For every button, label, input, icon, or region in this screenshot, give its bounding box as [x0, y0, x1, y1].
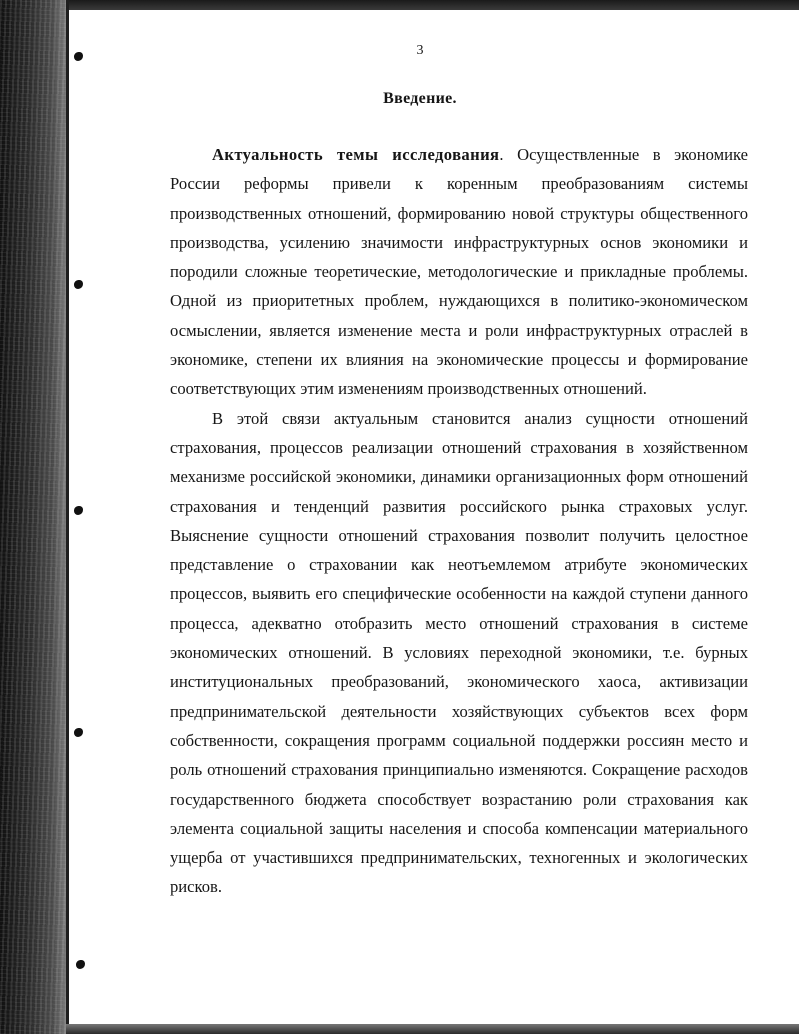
punch-hole-mark [74, 52, 83, 61]
document-body [170, 140, 748, 902]
punch-hole-mark [74, 506, 83, 515]
scan-edge-line [66, 0, 69, 1034]
punch-hole-mark [74, 728, 83, 737]
scan-bottom-edge [66, 1024, 799, 1034]
page-title: Введение. [383, 90, 457, 107]
scan-top-edge [0, 0, 799, 10]
paragraph-1 [170, 140, 748, 404]
scan-binding-edge [0, 0, 66, 1034]
punch-hole-mark [76, 960, 85, 969]
page-number: 3 [416, 43, 424, 58]
punch-hole-mark [74, 280, 83, 289]
paragraph-lead: Актуальность темы исследования [212, 145, 500, 164]
paragraph-1-text: . Осуществленные в экономике России реформы привели к коренным преобразованиям системы производственных отношений, формированию новой структуры общественного производства, усилению значимости инфраструктурных основ экономики и породили сложные теоретические, методологические и прикладные проблемы. Одной из приоритетных проблем, нуждающихся в политико-экономическом осмыслении, является изменение места и роли инфраструктурных отраслей в экономике, степени их влияния на экономические процессы и формирование соответствующих этим изменениям производственных отношений. [170, 145, 748, 399]
paragraph-2: В этой связи актуальным становится анализ сущности отношений страхования, процессов реализации отношений страхования в хозяйственном механизме российской экономики, динамики организационных форм отношений страхования и тенденций развития российского рынка страховых услуг. Выяснение сущности отношений страхования позволит получить целостное представление о страховании как неотъемлемом атрибуте экономических процессов, выявить его специфические особенности на каждой ступени данного процесса, адекватно отобразить место отношений страхования в системе экономических отношений. В условиях переходной экономики, т.е. бурных институциональных преобразований, экономического хаоса, активизации предпринимательской деятельности хозяйствующих субъектов всех форм собственности, сокращения программ социальной поддержки россиян место и роль отношений страхования принципиально изменяются. Сокращение расходов государственного бюджета способствует возрастанию роли страхования как элемента социальной защиты населения и способа компенсации материального ущерба от участившихся предпринимательских, техногенных и экологических рисков. [170, 408, 748, 897]
